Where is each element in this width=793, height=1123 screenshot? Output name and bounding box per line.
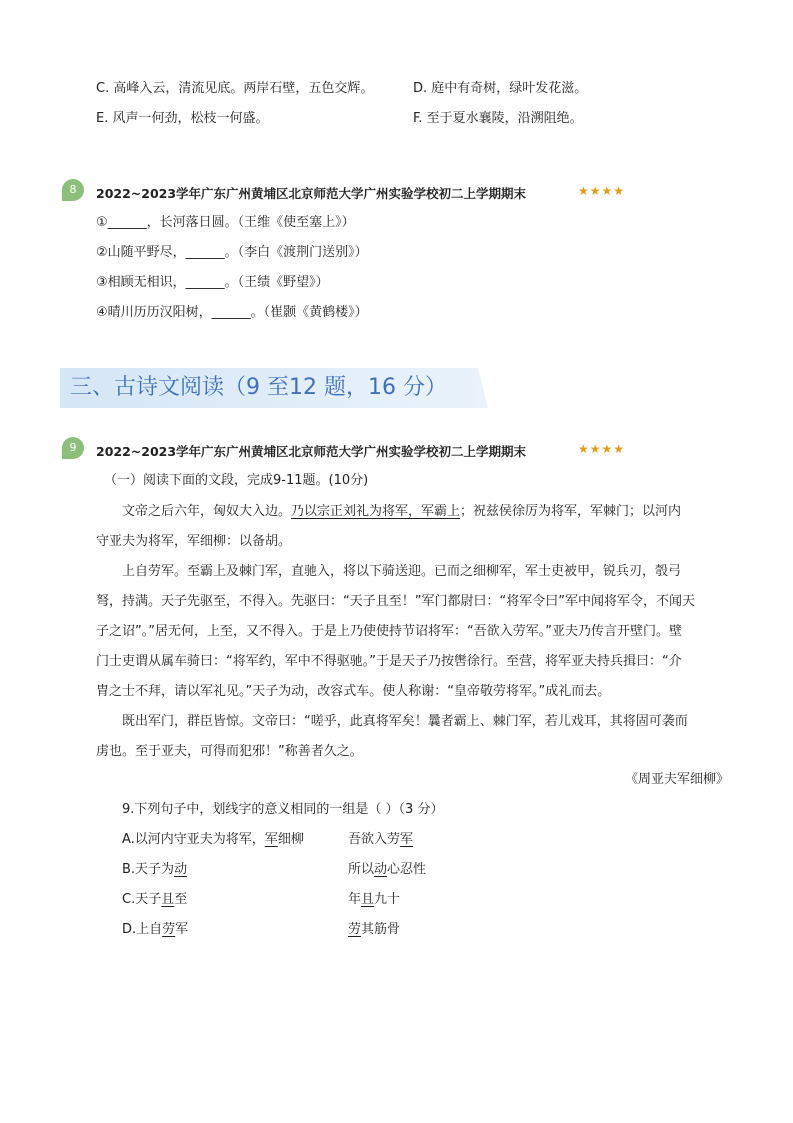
passage-text: 文帝之后六年，匈奴大入边。 <box>122 504 292 519</box>
option-a-right: 吾欲入劳军 <box>348 832 414 847</box>
option-f: F. 至于夏水襄陵，沿溯阻绝。 <box>413 111 583 126</box>
option-a-left: A.以河内守亚夫为将军，军细柳 <box>122 832 304 847</box>
passage-line: 门士吏谓从属车骑曰：“将军约，军中不得驱驰。”于是天子乃按辔徐行。至营，将军亚夫持兵揖曰：“介 <box>96 654 682 669</box>
option-b-right: 所以动心忍性 <box>348 862 427 877</box>
option-c: C. 高峰入云，清流见底。两岸石壁，五色交辉。 <box>96 81 374 96</box>
reading-intro: （一）阅读下面的文段，完成9-11题。(10分) <box>104 473 369 488</box>
question-stem: 9.下列句子中，划线字的意义相同的一组是（ ）（3 分） <box>122 802 444 817</box>
difficulty-stars: ★★★★ <box>578 442 626 456</box>
option-c-left: C.天子且至 <box>122 892 188 907</box>
option-d-left: D.上自劳军 <box>122 922 189 937</box>
passage-line: 弩，持满。天子先驱至，不得入。先驱曰：“天子且至！”军门都尉曰：“将军令曰”军中闻将军令，不闻天 <box>96 594 695 609</box>
passage-paragraph-1 <box>96 497 730 527</box>
underlined-sentence: 乃以宗正刘礼为将军，军霸上 <box>291 504 461 519</box>
passage-source: 《周亚夫军细柳》 <box>624 772 729 787</box>
passage-line: 既出军门，群臣皆惊。文帝曰：“嗟乎，此真将军矣！曩者霸上、棘门军，若儿戏耳，其将固可袭而 <box>122 714 688 729</box>
passage-line: 胄之士不拜，请以军礼见。”天子为动，改容式车。使人称谢：“皇帝敬劳将军。”成礼而去。 <box>96 684 611 699</box>
passage-line: 子之诏”。”居无何，上至，又不得入。于是上乃使使持节诏将军：“吾欲入劳军。”亚夫乃传言开壁门。壁 <box>96 624 682 639</box>
option-c-right: 年且九十 <box>348 892 401 907</box>
option-d-right: 劳其筋骨 <box>348 922 401 937</box>
option-e: E. 风声一何劲，松枝一何盛。 <box>96 111 269 126</box>
section-title: 三、古诗文阅读（9 至12 题，16 分） <box>70 375 447 400</box>
passage-line: 上自劳军。至霸上及棘门军，直驰入，将以下骑送迎。已而之细柳军，军士吏被甲，锐兵刃，彀弓 <box>122 564 682 579</box>
section-header <box>60 368 488 408</box>
fill-blank-line-3: ③相顾无相识，______。（王绩《野望》） <box>96 275 329 290</box>
option-b-left: B.天子为动 <box>122 862 188 877</box>
fill-blank-line-2: ②山随平野尽，______。（李白《渡荆门送别》） <box>96 245 368 260</box>
fill-blank-line-1: ①______，长河落日圆。（王维《使至塞上》） <box>96 215 355 230</box>
passage-line: 虏也。至于亚夫，可得而犯邪！”称善者久之。 <box>96 744 363 759</box>
fill-blank-line-4: ④晴川历历汉阳树，______。（崔颢《黄鹤楼》） <box>96 305 368 320</box>
question-source-title: 2022~2023学年广东广州黄埔区北京师范大学广州实验学校初二上学期期末 <box>96 444 527 459</box>
question-number-badge: 9 <box>62 437 84 459</box>
passage-paragraph-1-cont: 守亚夫为将军，军细柳：以备胡。 <box>96 534 292 549</box>
question-number-badge: 8 <box>62 179 84 201</box>
question-source-title: 2022~2023学年广东广州黄埔区北京师范大学广州实验学校初二上学期期末 <box>96 186 527 201</box>
difficulty-stars: ★★★★ <box>578 184 626 198</box>
passage-text: ；祝兹侯徐厉为将军，军棘门；以河内 <box>460 504 682 519</box>
option-d: D. 庭中有奇树，绿叶发花滋。 <box>413 81 588 96</box>
